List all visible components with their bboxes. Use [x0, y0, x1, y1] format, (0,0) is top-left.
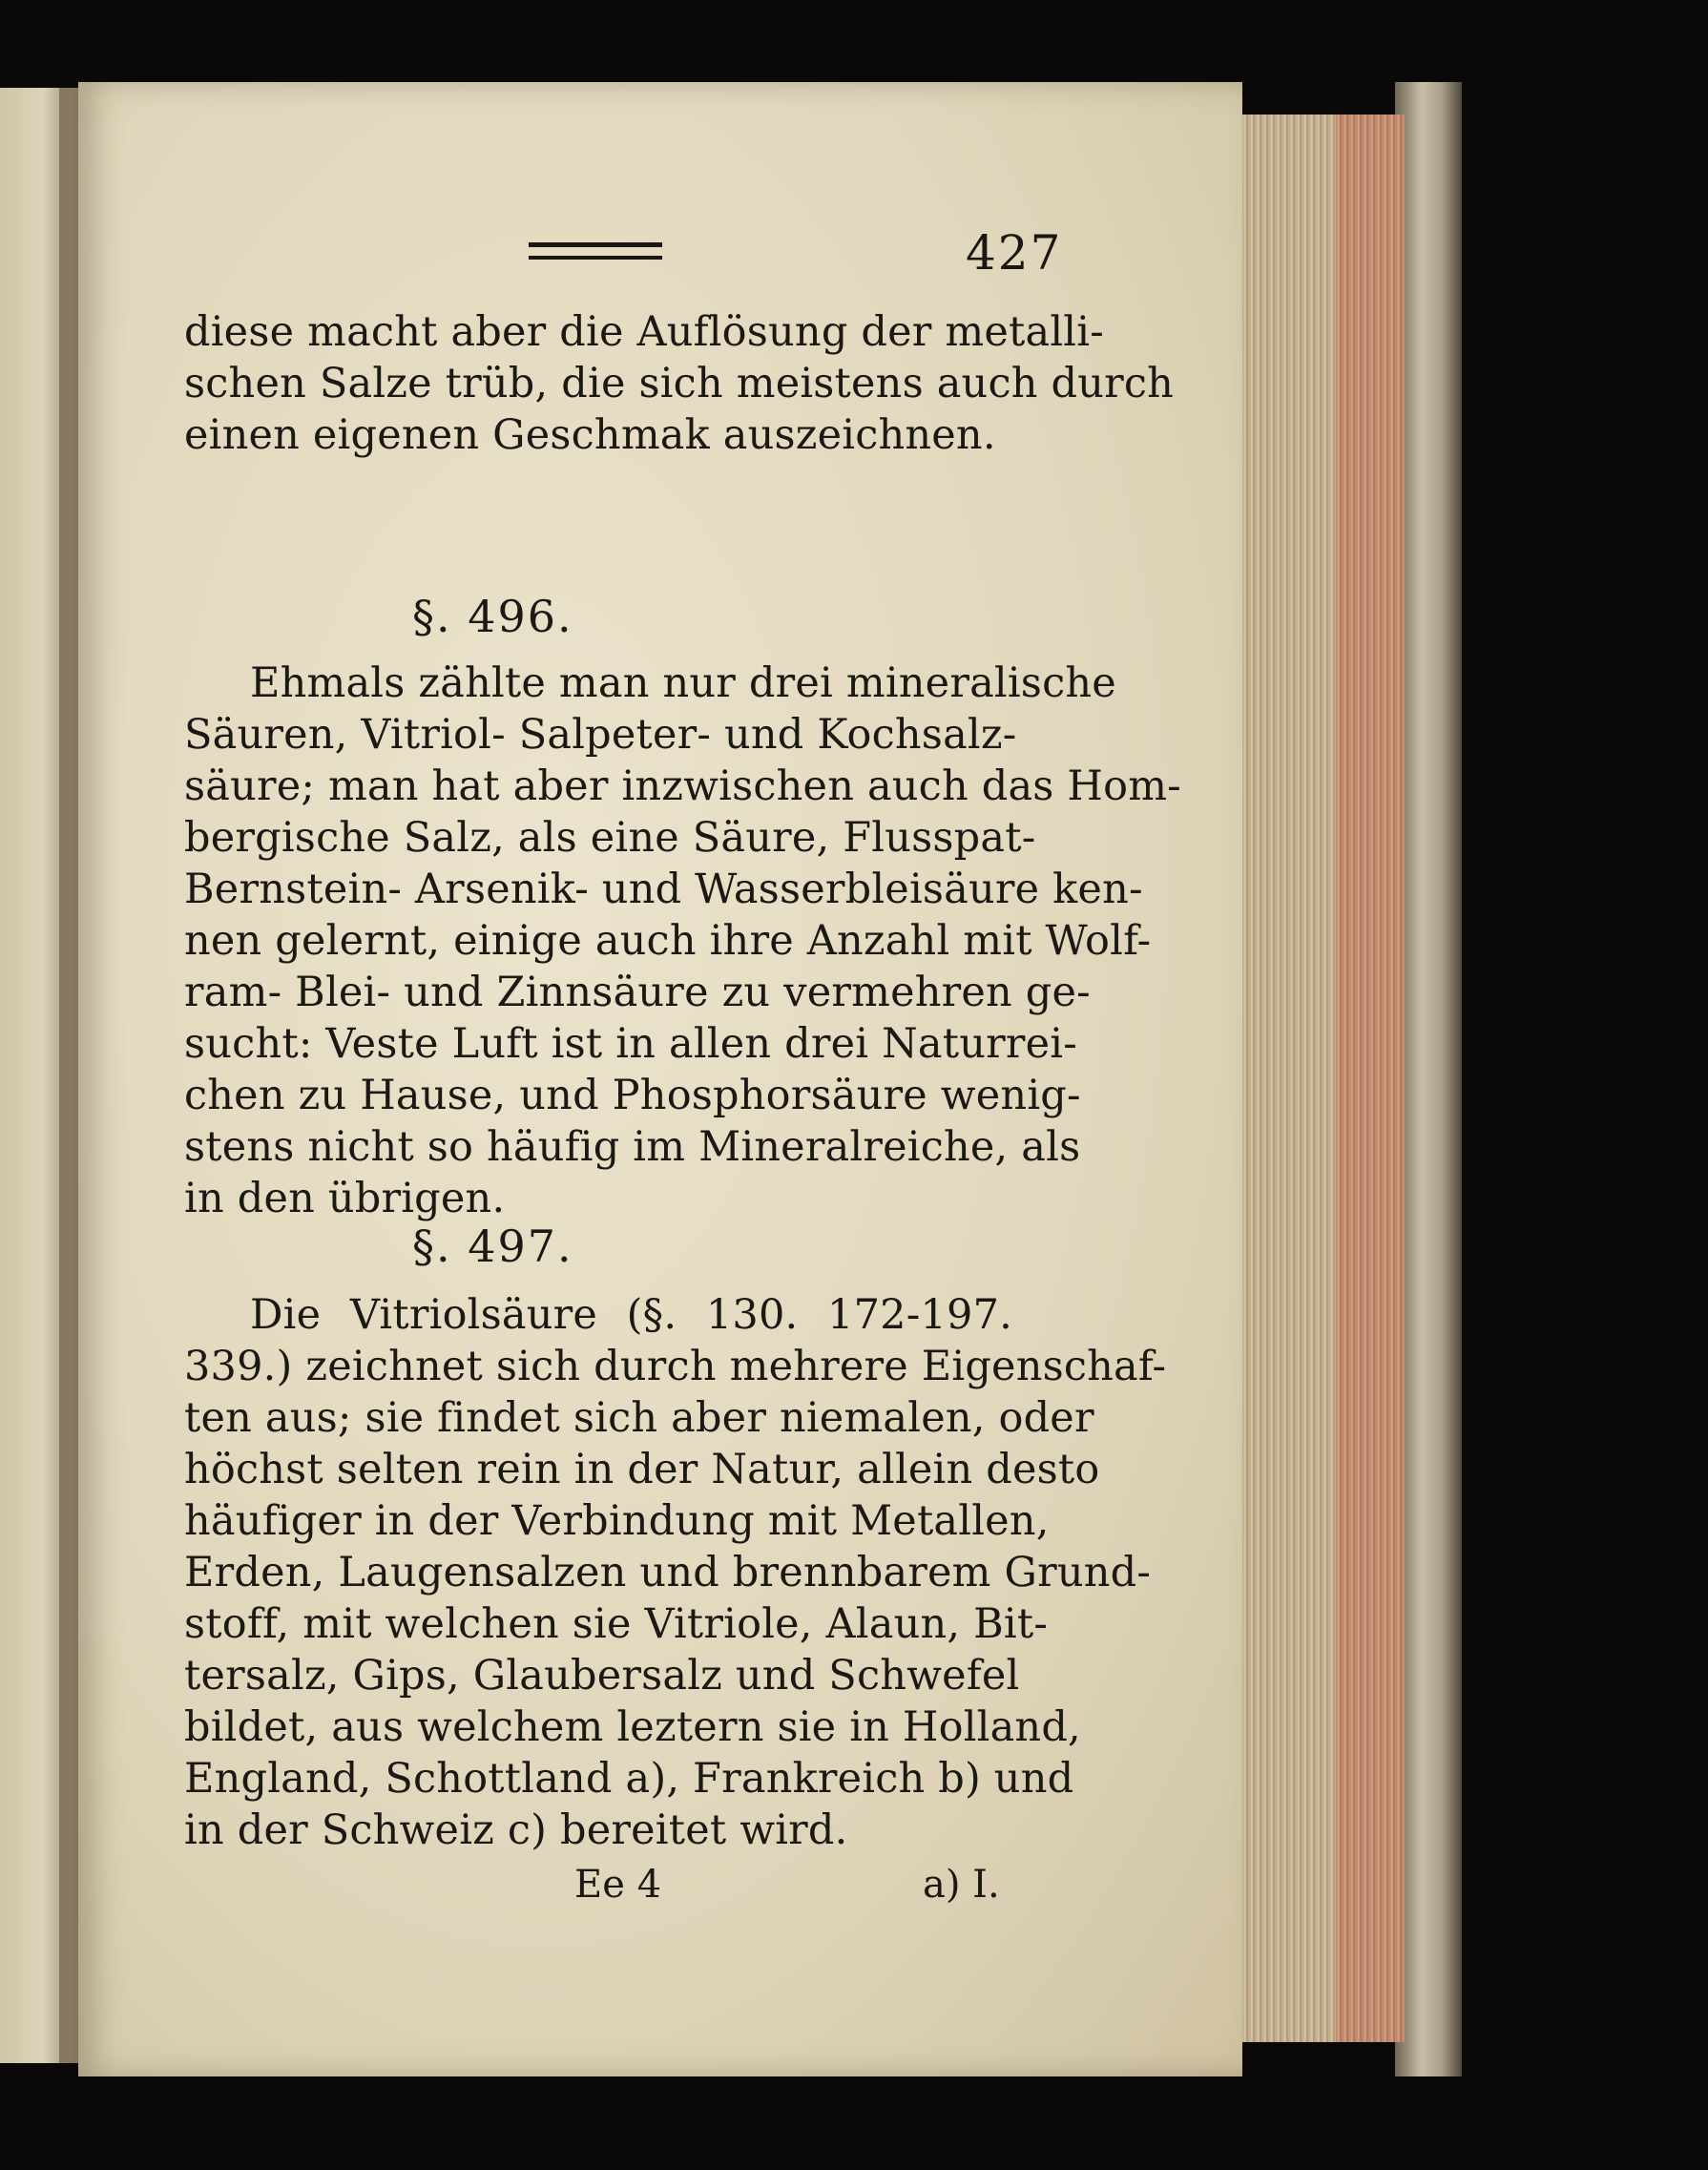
red-edged-page-stack: [1336, 115, 1405, 2042]
text-line: Säuren, Vitriol- Salpeter- und Kochsalz-: [184, 711, 1017, 759]
text-line: nen gelernt, einige auch ihre Anzahl mit Wolf-: [184, 917, 1152, 965]
section-heading-496: §. 496.: [412, 591, 573, 642]
book-page: [78, 82, 1242, 2076]
text-line: einen eigenen Geschmak auszeichnen.: [184, 411, 996, 459]
signature-mark: Ee 4: [574, 1863, 662, 1907]
text-line: chen zu Hause, und Phosphorsäure wenig-: [184, 1072, 1081, 1119]
text-line: ram- Blei- und Zinnsäure zu vermehren ge-: [184, 969, 1091, 1016]
text-line: in den übrigen.: [184, 1175, 506, 1222]
catchword: a) I.: [923, 1863, 1000, 1907]
text-line: tersalz, Gips, Glaubersalz und Schwefel: [184, 1652, 1020, 1700]
text-line: stens nicht so häufig im Mineralreiche, als: [184, 1123, 1081, 1171]
text-line: Ehmals zählte man nur drei mineralische: [250, 659, 1116, 707]
text-line: häufiger in der Verbindung mit Metallen,: [184, 1497, 1050, 1545]
text-line: England, Schottland a), Frankreich b) und: [184, 1755, 1074, 1803]
text-line: Erden, Laugensalzen und brennbarem Grund-: [184, 1549, 1152, 1596]
header-rule: [529, 242, 662, 260]
text-line: stoff, mit welchen sie Vitriole, Alaun, Bit-: [184, 1600, 1049, 1648]
page-number: 427: [966, 225, 1063, 281]
text-line: Die Vitriolsäure (§. 130. 172-197.: [250, 1291, 1012, 1339]
text-line: schen Salze trüb, die sich meistens auch durch: [184, 360, 1175, 407]
text-line: 339.) zeichnet sich durch mehrere Eigenschaf-: [184, 1343, 1167, 1390]
text-line: bergische Salz, als eine Säure, Flusspat-: [184, 814, 1036, 862]
text-line: höchst selten rein in der Natur, allein desto: [184, 1446, 1100, 1493]
text-line: diese macht aber die Auflösung der metalli-: [184, 308, 1104, 356]
text-line: sucht: Veste Luft ist in allen drei Naturrei-: [184, 1020, 1077, 1068]
page-content: [78, 82, 1242, 2076]
text-line: in der Schweiz c) bereitet wird.: [184, 1806, 848, 1854]
text-line: ten aus; sie findet sich aber niemalen, oder: [184, 1394, 1094, 1442]
text-line: bildet, aus welchem leztern sie in Holland,: [184, 1703, 1081, 1751]
text-line: Bernstein- Arsenik- und Wasserbleisäure ken-: [184, 866, 1143, 913]
book-cover-edge: [1395, 82, 1462, 2076]
text-line: säure; man hat aber inzwischen auch das Hom-: [184, 762, 1181, 810]
section-heading-497: §. 497.: [412, 1221, 573, 1272]
